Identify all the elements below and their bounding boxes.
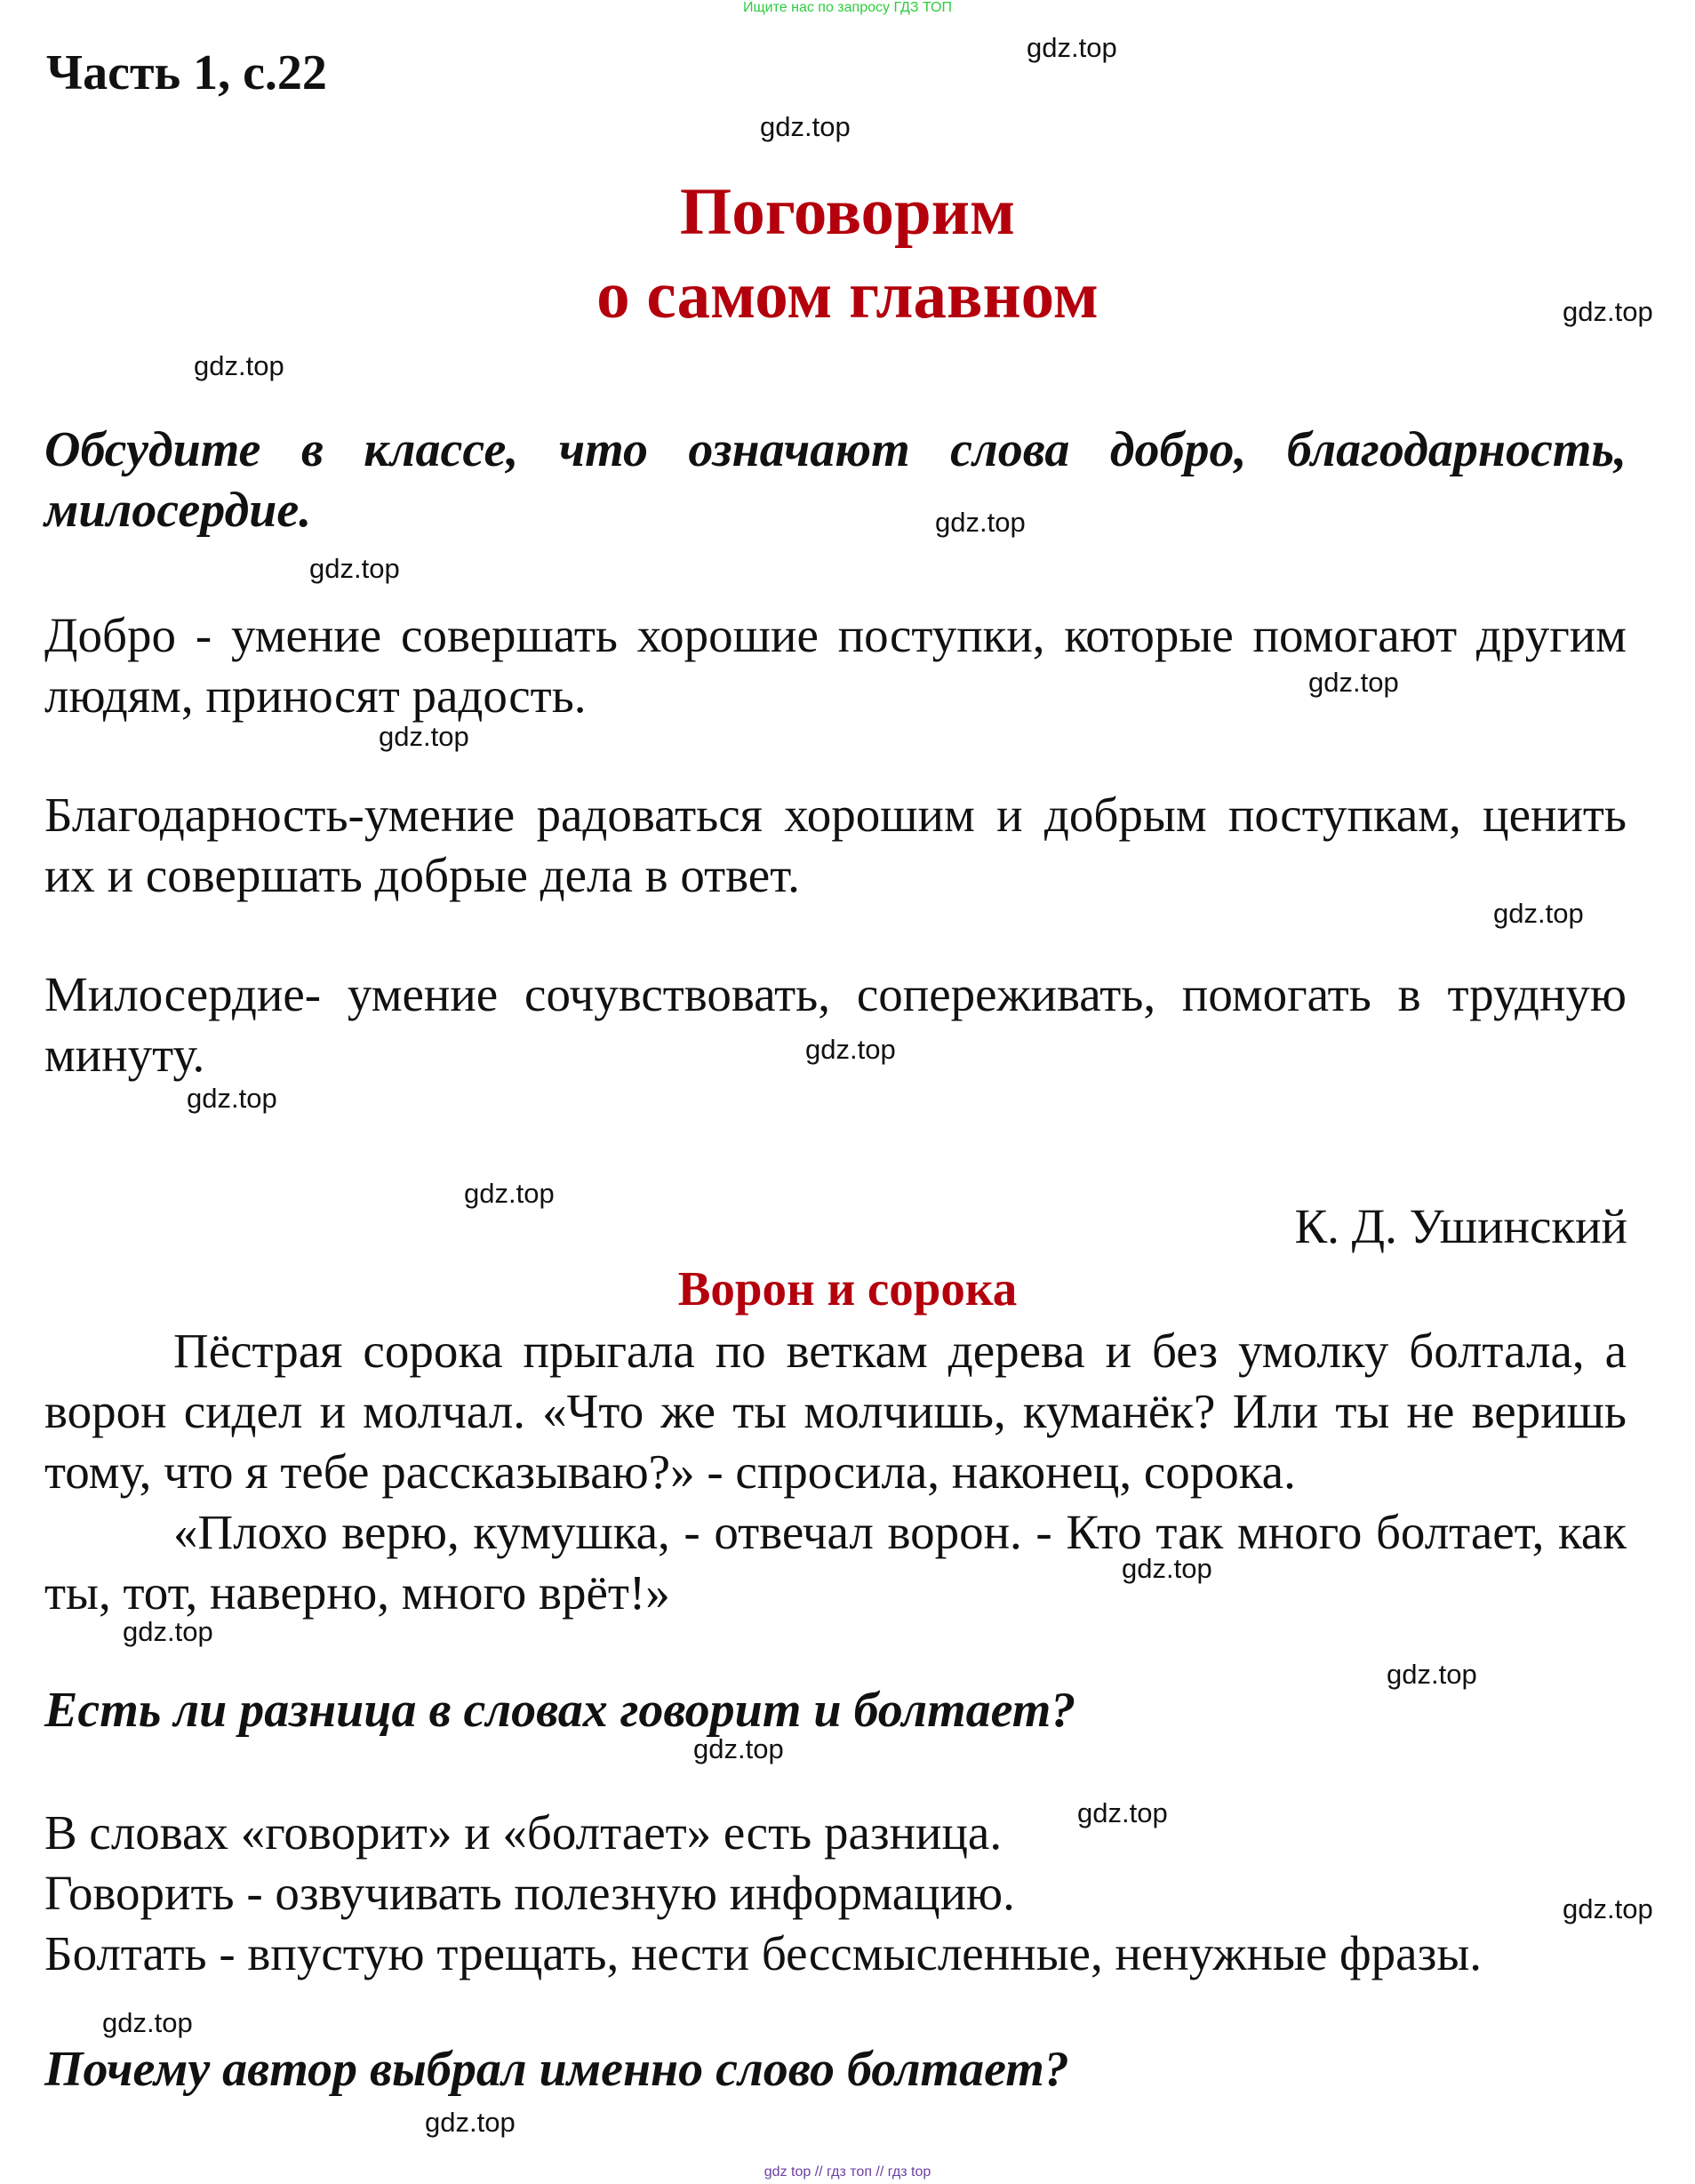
watermark: gdz.top [102,2007,193,2038]
watermark: gdz.top [464,1178,555,1209]
watermark: gdz.top [425,2107,516,2138]
answer-blagodarnost: Благодарность-умение радоваться хорошим и добрым поступкам, ценить их и совершать добрые дела в ответ. [44,788,1627,902]
watermark: gdz.top [1563,1893,1653,1924]
question-2: Есть ли разница в словах говорит и болтает? [44,1683,1076,1738]
watermark: gdz.top [123,1616,213,1647]
watermark: gdz.top [309,553,400,584]
watermark: gdz.top [693,1733,784,1764]
watermark: gdz.top [1387,1659,1477,1690]
answer-dobro: Добро - умение совершать хорошие поступки, которые помогают другим людям, приносят радость. [44,608,1627,723]
watermark: gdz.top [760,111,851,142]
watermark: gdz.top [935,507,1026,538]
answer-2-line-1: В словах «говорит» и «болтает» есть разница. [44,1805,1003,1860]
answer-2-line-2: Говорить - озвучивать полезную информацию. [44,1866,1015,1920]
watermark: gdz.top [1077,1797,1168,1828]
question-3: Почему автор выбрал именно слово болтает? [44,2042,1069,2097]
watermark: gdz.top [194,350,284,381]
watermark: gdz.top [1027,32,1117,63]
watermark: gdz.top [1493,898,1584,929]
watermark: gdz.top [1308,667,1399,698]
title-line-2: о самом главном [596,259,1099,332]
watermark: gdz.top [1563,296,1653,327]
story-paragraph-1: Пёстрая сорока прыгала по веткам дерева и без умолку болтала, а ворон сидел и молчал. «Что же ты молчишь, куманёк? Или ты не веришь тому, что я тебе рассказываю?» - спросила, наконец, сорока. [44,1324,1627,1499]
title-line-1: Поговорим [679,175,1016,249]
question-1: Обсудите в классе, что означают слова добро, благодарность, милосердие. [44,422,1627,538]
answer-2-line-3: Болтать - впустую трещать, нести бессмысленные, ненужные фразы. [44,1926,1483,1980]
answer-miloserdie: Милосердие- умение сочувствовать, сопереживать, помогать в трудную минуту. [44,967,1627,1082]
bottom-note: gdz top // гдз топ // гдз top [764,2164,931,2180]
story-author: К. Д. Ушинский [1294,1199,1627,1253]
story-paragraph-2: «Плохо верю, кумушка, - отвечал ворон. - Кто так много болтает, как ты, тот, наверно, много врёт!» [44,1505,1627,1620]
watermark: gdz.top [1122,1553,1212,1584]
story-title: Ворон и сорока [677,1261,1018,1316]
watermark: gdz.top [805,1034,896,1065]
watermark: gdz.top [187,1083,277,1114]
top-note: Ищите нас по запросу ГДЗ ТОП [743,0,952,15]
watermark: gdz.top [379,721,469,752]
page-header: Часть 1, с.22 [46,45,327,100]
